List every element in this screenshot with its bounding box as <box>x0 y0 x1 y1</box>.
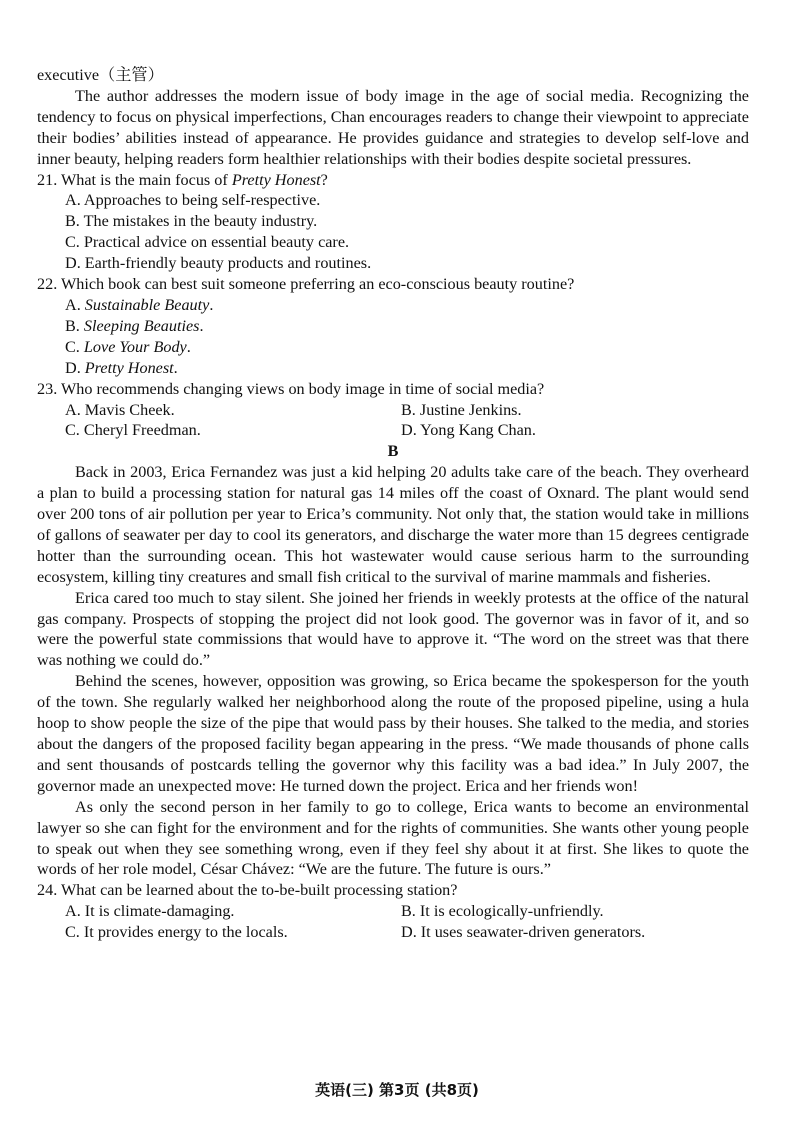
question-24-stem: 24. What can be learned about the to-be-built processing station? <box>37 881 458 900</box>
passage-b-paragraph-4: As only the second person in her family to go to college, Erica wants to become an environmental lawyer so she can fight for the environment and for the rights of communities. She wants other young people to speak out when they see something wrong, even if they feel shy about it at first. She likes to quote the words of her role model, César Chávez: “We are the future. The future is ours.” <box>37 797 749 879</box>
question-23-option-d: D. Yong Kang Chan. <box>401 421 536 440</box>
question-24-option-b: B. It is ecologically-unfriendly. <box>401 902 604 921</box>
question-22-option-b: B. Sleeping Beauties. <box>65 316 204 335</box>
passage-a-paragraph: The author addresses the modern issue of body image in the age of social media. Recognizing the tendency to focus on physical imperfections, Chan encourages readers to change their viewpoint to appreciate their bodies’ abilities instead of appearance. He provides guidance and strategies to develop self-love and inner beauty, helping readers form healthier relationships with their bodies despite societal pressures. <box>37 86 749 168</box>
question-23-option-c: C. Cheryl Freedman. <box>65 421 201 440</box>
question-24-options-row-2 <box>37 922 749 943</box>
question-23-option-b: B. Justine Jenkins. <box>401 400 522 419</box>
passage-b-paragraph-3: Behind the scenes, however, opposition was growing, so Erica became the spokesperson for the youth of the town. She regularly walked her neighborhood along the route of the proposed pipeline, using a hula hoop to show people the size of the pipe that would pass by their houses. She talked to the media, and stories about the dangers of the proposed facility began appearing in the press. “We made thousands of phone calls and sent thousands of postcards telling the governor why this facility was a bad idea.” In July 2007, the governor made an unexpected move: He turned down the project. Erica and her friends won! <box>37 672 749 795</box>
page-footer: 英语(三) 第3页 (共8页) <box>315 1081 479 1099</box>
question-23-options-row-2 <box>37 420 749 441</box>
question-21-option-c: C. Practical advice on essential beauty care. <box>65 233 350 252</box>
question-23 <box>37 379 749 442</box>
question-22-option-a: A. Sustainable Beauty. <box>65 295 214 314</box>
section-b-heading: B <box>387 442 399 461</box>
question-21-stem: 21. What is the main focus of Pretty Honest? <box>37 170 328 189</box>
question-23-options-row-1 <box>37 400 749 421</box>
question-22-option-d: D. Pretty Honest. <box>65 358 178 377</box>
question-21 <box>37 170 749 275</box>
question-24 <box>37 880 749 943</box>
page-body <box>37 65 749 943</box>
question-22-stem: 22. Which book can best suit someone preferring an eco-conscious beauty routine? <box>37 275 575 294</box>
question-21-option-a: A. Approaches to being self-respective. <box>65 191 321 210</box>
question-23-stem: 23. Who recommends changing views on body image in time of social media? <box>37 379 545 398</box>
question-24-option-a: A. It is climate-damaging. <box>65 902 235 921</box>
question-21-option-b: B. The mistakes in the beauty industry. <box>65 212 318 231</box>
question-24-option-d: D. It uses seawater-driven generators. <box>401 923 646 942</box>
passage-b-paragraph-2: Erica cared too much to stay silent. She joined her friends in weekly protests at the office of the natural gas company. Prospects of stopping the project did not look good. The governor was in favor of it, and so were the powerful state commissions that would have to approve it. “The word on the street was that there was nothing we could do.” <box>37 588 749 670</box>
question-24-options-row-1 <box>37 901 749 922</box>
question-23-option-a: A. Mavis Cheek. <box>65 400 175 419</box>
vocab-gloss: executive（主管） <box>37 66 164 84</box>
passage-b-paragraph-1: Back in 2003, Erica Fernandez was just a kid helping 20 adults take care of the beach. They overheard a plan to build a processing station for natural gas 14 miles off the coast of Oxnard. The plant would send over 200 tons of air pollution per year to Erica’s community. Not only that, the station would take in millions of gallons of seawater per day to cool its generators, and discharge the water more than 15 degrees centigrade hotter than the surrounding ocean. This hot wastewater would cause serious harm to the surrounding ecosystem, killing tiny creatures and small fish critical to the survival of marine mammals and fisheries. <box>37 463 749 586</box>
question-22-option-c: C. Love Your Body. <box>65 337 191 356</box>
question-21-option-d: D. Earth-friendly beauty products and routines. <box>65 254 372 273</box>
question-22 <box>37 274 749 379</box>
question-24-option-c: C. It provides energy to the locals. <box>65 923 288 942</box>
